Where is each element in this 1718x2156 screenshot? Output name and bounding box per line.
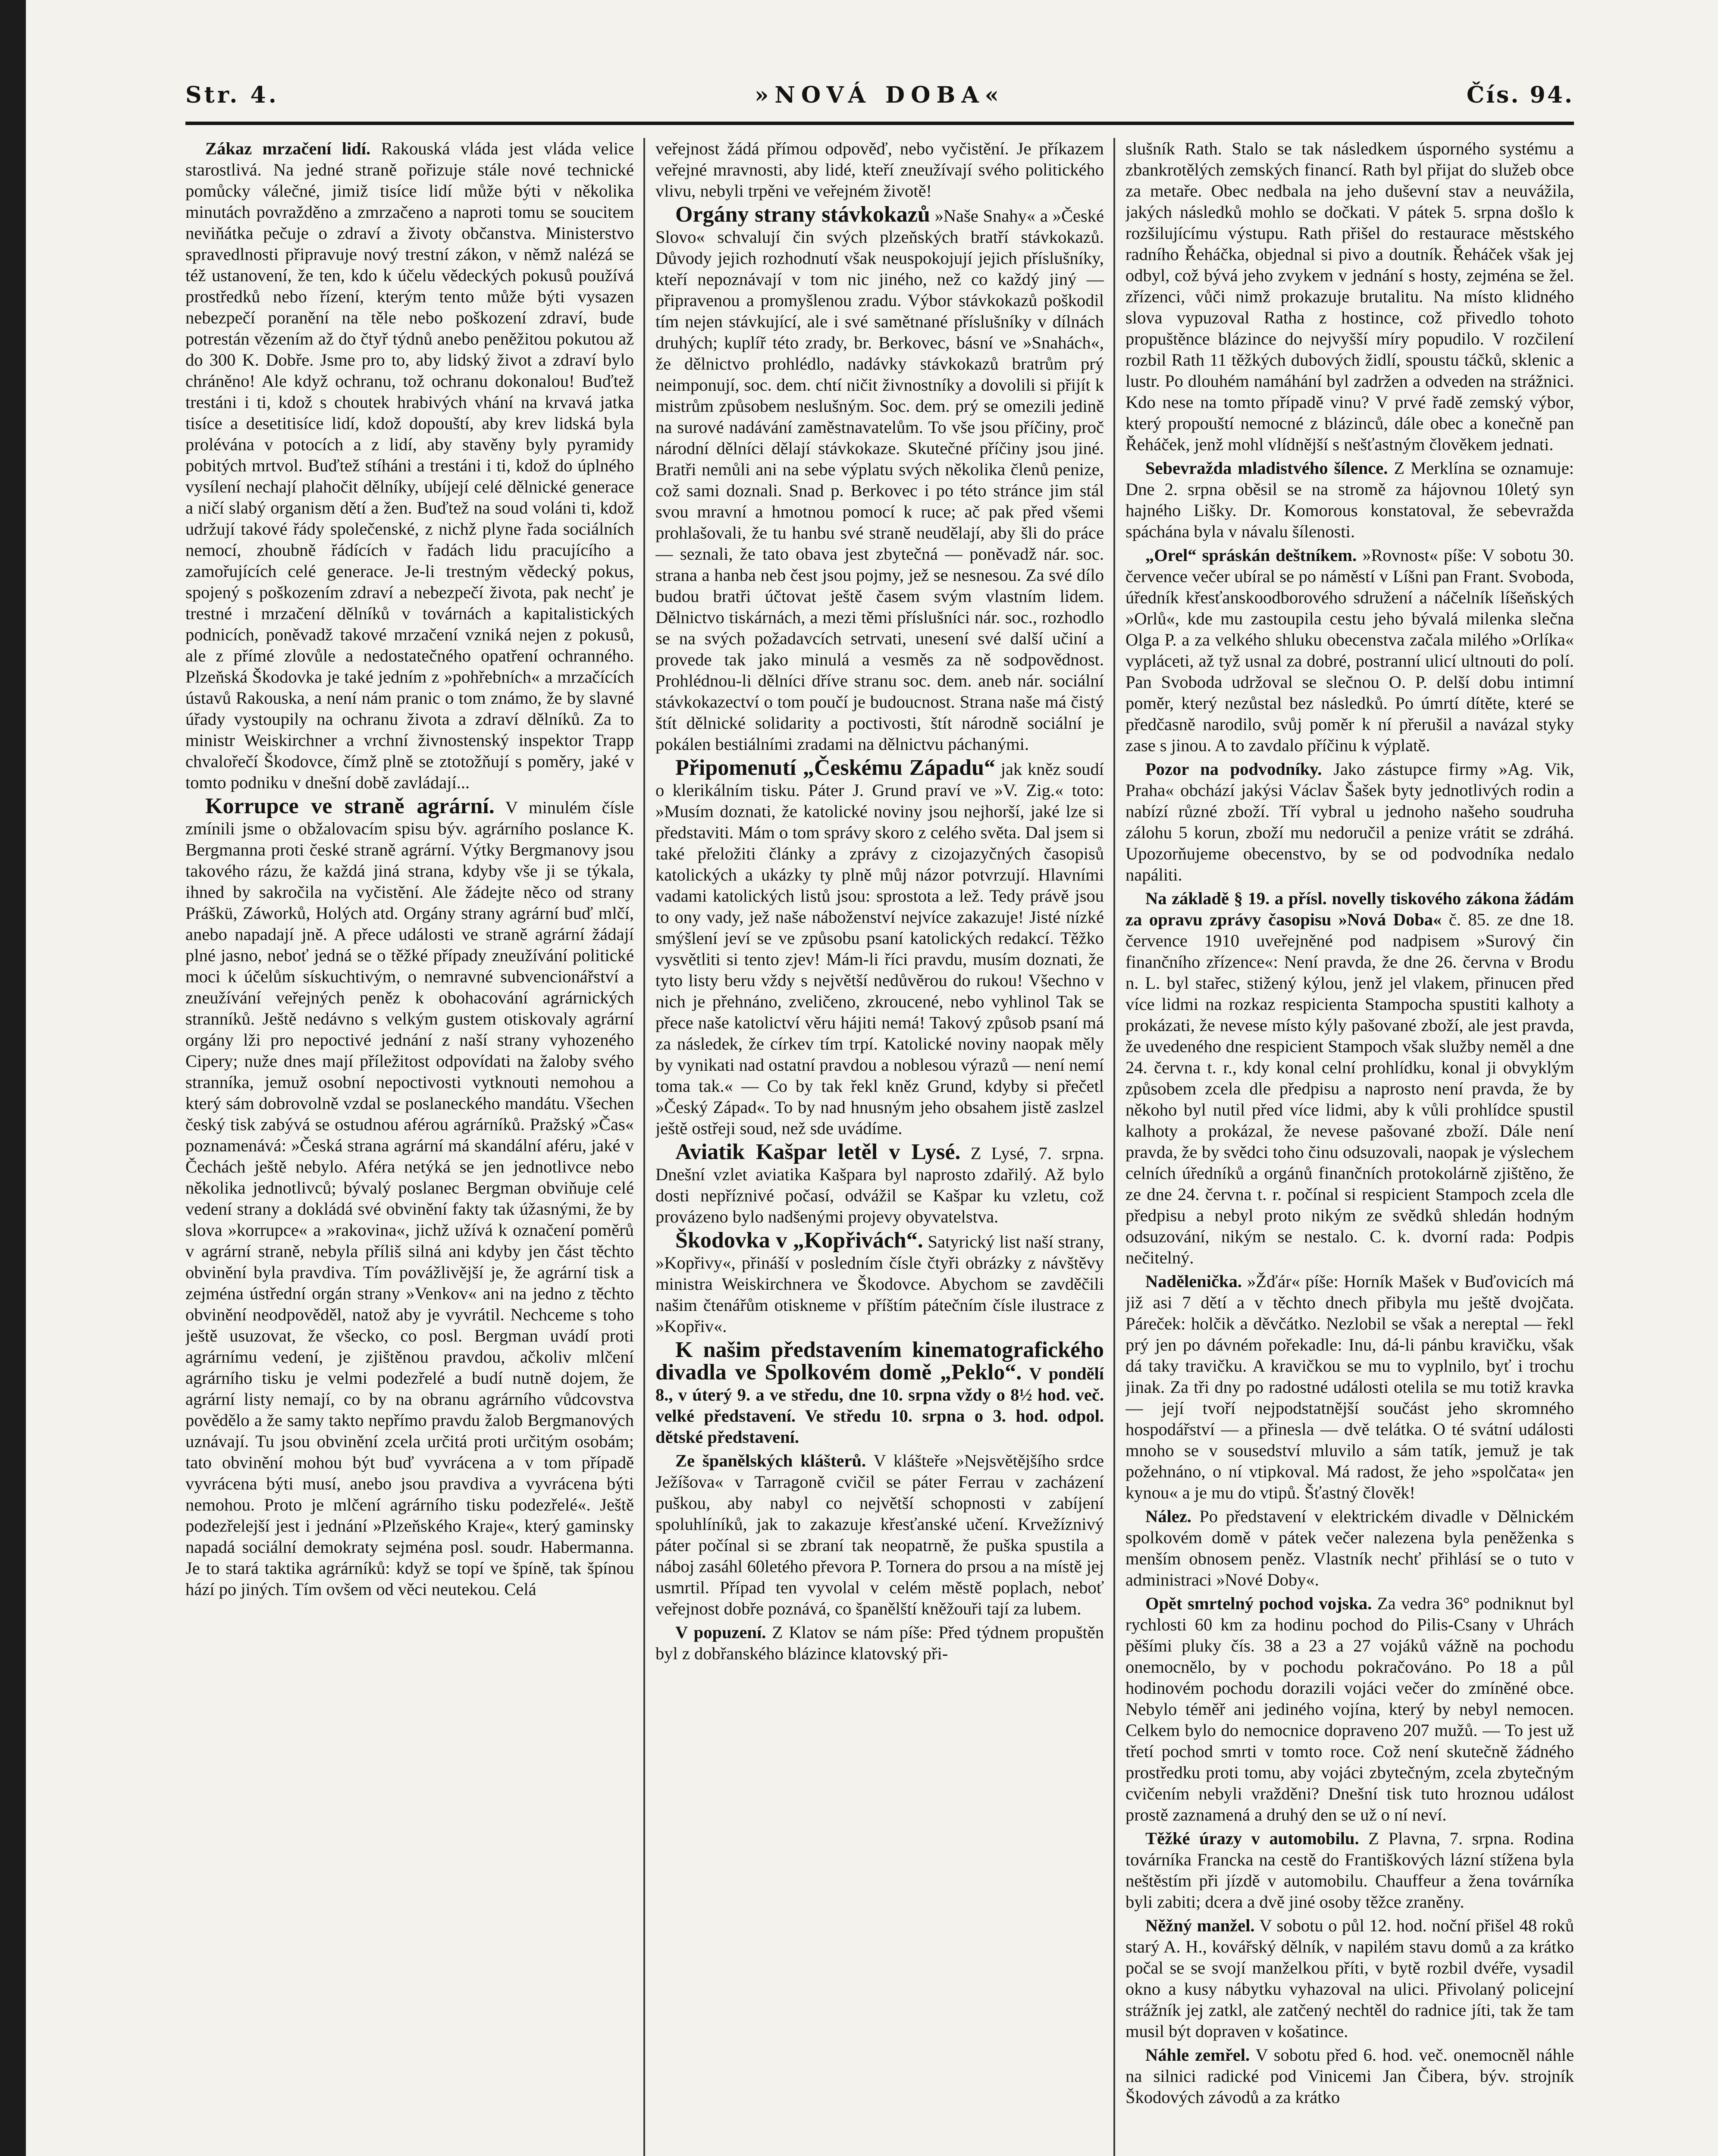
column-1 xyxy=(185,138,634,2156)
page-header xyxy=(185,78,1574,112)
article xyxy=(185,138,634,793)
column-divider-1 xyxy=(643,138,645,2156)
article-body: V sobotu před 6. hod. več. onemocněl náhle na silnici radické pod Vinicemi Jan Čibera, býv. strojník Škodových závodů a za krátko xyxy=(1125,2045,1574,2107)
article xyxy=(1125,545,1574,756)
article-headline: Pozor na podvodníky. xyxy=(1145,759,1322,779)
article-headline: Těžké úrazy v automobilu. xyxy=(1145,1829,1359,1848)
article-body: »Žďár« píše: Horník Mašek v Buďovicích má již asi 7 dětí a v těchto dnech přibyla mu ještě dvojčata. Páreček: holčik a děvčátko. Nezlobil se však a nereptal — řekl prý jen po dávném pořekadle: Inu, dá-li pánbu kravičku, však dá taky travičku. A kravičkou se mu to vyplnilo, byť i trochu jinak. Za tři dny po radostné události otelila se mu totiž kravka — její tvoří nejpodstatnější součást jeho skromného hospodářství — a přinesla — dvě telátka. O té svátní události mnoho se v sousedství mluvilo a sám tatík, jemuž je tak požehnáno, o ní vtipkoval. Má radost, že jeho »spolčata« jen kynou« a je mu do vtipů. Šťastný člověk! xyxy=(1125,1272,1574,1502)
article xyxy=(1125,1271,1574,1503)
article xyxy=(1125,2044,1574,2108)
article-body: Z Lysé, 7. srpna. Dnešní vzlet aviatika Kašpara byl naprosto zdařilý. Až bylo dosti nepříznivé počasí, odvážil se Kašpar ku vzletu, což provázeno bylo nadšenými projevy obyvatelstva. xyxy=(655,1144,1104,1226)
article-headline: V popuzení. xyxy=(675,1623,766,1642)
article-continuation xyxy=(655,138,1104,201)
article-headline: Nadělenička. xyxy=(1145,1272,1242,1291)
article-headline: K našim představením kinematografického divadla ve Spolkovém domě „Peklo“. xyxy=(655,1338,1104,1385)
article-headline: Aviatik Kašpar letěl v Lysé. xyxy=(675,1140,961,1164)
paper-title: »NOVÁ DOBA« xyxy=(754,82,1005,108)
article-headline: Orgány strany stávkokazů xyxy=(675,202,930,227)
article xyxy=(1125,758,1574,885)
header-rule xyxy=(185,122,1574,125)
article xyxy=(1125,458,1574,542)
article-body: Z Klatov se nám píše: Před týdnem propuštěn byl z dobřanského blázince klatovský při- xyxy=(655,1623,1104,1663)
article-headline: Škodovka v „Kopřivách“. xyxy=(675,1228,923,1253)
article-headline: Ze španělských klášterů. xyxy=(675,1451,866,1470)
article xyxy=(655,1622,1104,1664)
article xyxy=(1125,888,1574,1268)
article-headline: Připomenutí „Českému Západu“ xyxy=(675,755,996,780)
article-body: jak kněz soudí o klerikálním tisku. Páter J. Grund praví ve »V. Zig.« toto: »Musím doznati, že katolické noviny jsou nejhorší, jaké lze si představiti. Mám o tom správy skoro z celého světa. Dal jsem si také přeložiti články a zprávy z cizojazyčných časopisů katolických a ukázky ty plně můj názor potvrzují. Hlavními vadami katolických listů jsou: sprostota a lež. Tedy právě jsou to ony vady, jež naše náboženství nejvíce zakazuje! Jisté nízké smýšlení jeví se ve způsobu psaní katolických redakcí. Těžko vysvětliti si tento zjev! Mám-li říci pravdu, musím doznati, že tyto listy beru vždy s největší nedůvěrou do rukou! Všechno v nich je přehnáno, zveličeno, zkroucené, nebo vyhlinol Tak se přece naše katolictví věru hájiti nemá! Takový způsob psaní má za následek, že církev tím trpí. Katolické noviny naopak měly by vynikati nad ostatní pravdou a noblesou výrazů — není nemí toma tak.« — Co by tak řekl kněz Grund, kdyby si přečetl »Český Západ«. To by nad hnusným jeho obsahem jistě zaslzel ještě ostřeji soud, než sde uvádíme. xyxy=(655,759,1104,1138)
article xyxy=(655,1230,1104,1337)
page-number: Str. 4. xyxy=(185,82,279,108)
article xyxy=(655,1450,1104,1619)
article xyxy=(655,1339,1104,1448)
article-headline: Korrupce ve straně agrární. xyxy=(205,794,495,818)
article-headline: Zákaz mrzačení lidí. xyxy=(205,139,371,158)
column-2 xyxy=(655,138,1104,2156)
article-body: Rakouská vláda jest vláda velice starostlivá. Na jedné straně pořizuje stále nové technické pomůcky válečné, jimiž tisíce lidí může býti v několika minutách povražděno a zmrzačeno a naproti tomu se soucitem neviňátka pečuje o zdraví a životy občanstva. Ministerstvo spravedlnosti připravuje nový trestní zákon, v němž nalézá se též ustanovení, že ten, kdo k účelu vědeckých pokusů používá prostředků nebo řízení, kterým tento může býti vysazen nebezpečí poranění na těle nebo poškození zdraví, bude potrestán vězením až do čtyř týdnů anebo peněžitou pokutou až do 300 K. Dobře. Jsme pro to, aby lidský život a zdraví bylo chráněno! Ale když ochranu, tož ochranu dokonalou! Buďtež trestáni i ti, kdož s choutek hrabivých vhání na krvavá jatka tisíce a desetitisíce lidí, kdož dopouští, aby krev lidská byla prolévána v potocích a z lidí, aby stavěny byly pyramidy pobitých mrtvol. Buďtež stíháni a trestáni i ti, kdož do úplného vysílení nechají plahočit dělníky, ubíjejí celé dělnické generace a ničí slabý organism dětí a žen. Buďtež na soud voláni ti, kdož udržují takové řády společenské, z nichž plyne řada sociálních nemocí, zhoubně řádících v řadách lidu pracujícího a zamořujících celé generace. Je-li trestným vědecký pokus, spojený s poškozením zdraví a nebezpečí života, pak nechť je trestné i mrzačení dělníků v továrnách a kapitalistických podnicích, poněvadž takové mrzačení vzniká nejen z pokusů, ale z přímé zlovůle a nedostatečného opatření ochranného. Plzeňská Škodovka je také jedním z »pohřebních« a mrzačících ústavů Rakouska, a není nám pranic o tom známo, že by slavné úřady vystoupily na ochranu života a zdraví dělníků. Za to ministr Weiskirchner a vrchní živnostenský inspektor Trapp chvalořečí Škodovce, čímž plně se ztotožňují s poměry, jaké v tomto podniku v dnešní době zavládají... xyxy=(185,139,634,792)
article-body: Z Plavna, 7. srpna. Rodina továrníka Francka na cestě do Františkových lázní stížena byla neštěstím při jízdě v automobilu. Chauffeur a žena továrníka byli zabiti; dcera a dvě jiné osoby těžce zraněny. xyxy=(1125,1829,1574,1912)
article xyxy=(185,796,634,1600)
article-body: »Rovnost« píše: V sobotu 30. července večer ubíral se po náměstí v Líšni pan Frant. Svoboda, úředník křesťanskoodborového sdružení a náčelník líšeňských »Orlů«, kde mu zastoupila cestu jeho bývalá milenka slečna Olga P. a za velkého shluku obecenstva začala milého »Orlíka« vypláceti, až tyž usnal za dobré, postranní ulicí ultnouti do polí. Pan Svoboda udržoval se slečnou O. P. delší dobu intimní poměr, který nezůstal bez následků. Po úmrtí dítěte, které se předčasně narodilo, svůj poměr k ní přerušil a navázal styky zase s jinou. A to zavdalo příčinu k výplatě. xyxy=(1125,545,1574,755)
article-headline: Něžný manžel. xyxy=(1145,1916,1255,1935)
article-headline: Náhle zemřel. xyxy=(1145,2045,1250,2065)
article-headline: Sebevražda mladistvého šílence. xyxy=(1145,458,1388,478)
article-body: Po představení v elektrickém divadle v Dělnickém spolkovém domě v pátek večer nalezena byla peněženka s menším obnosem peněz. Vlastník nechť přihlásí se o tuto v administraci »Nové Doby«. xyxy=(1125,1507,1574,1589)
article xyxy=(655,757,1104,1139)
article xyxy=(1125,1506,1574,1590)
article-headline: „Orel“ spráskán deštníkem. xyxy=(1145,545,1357,565)
scan-edge-left xyxy=(0,0,26,2156)
article-body: V pondělí 8., v úterý 9. a ve středu, dne 10. srpna vždy o 8½ hod. več. velké představení. Ve středu 10. srpna o 3. hod. odpol. dětské představení. xyxy=(655,1364,1104,1447)
article-body: »Naše Snahy« a »České Slovo« schvalují čin svých plzeňských bratří stávkokazů. Důvody jejich rozhodnutí však neuspokojují jejich příslušníky, kteří nepoznávají v tom nic jiného, než co každý jiný — připravenou a promyšlenou zradu. Výbor stávkokazů poškodil tím nejen stávkující, ale i své samětnané příslušníky v dílnách druhých; kuplíř této zrady, br. Berkovec, básní ve »Snahách«, že dělnictvo prohlédlo, nadávky stávkokazů bratrům prý neimponují, soc. dem. chtí ničit živnostníky a dovolili si přijít k mistrům způsobem neslušným. Soc. dem. prý se omezili jedině na surové nadávání zaměstnavatelům. To vše jsou příčiny, proč národní dělníci dělají stávkokaze. Skutečné příčiny jsou jiné. Bratři nemůli ani na sebe výplatu svých několika členů penize, což sami doznali. Snad p. Berkovec i po této stránce jim stál svou mravní a hmotnou pomocí k ruce; ač pak před všemi prohlašovali, že tu hanbu své straně neudělají, aby šli do práce — seznali, že tato obava jest zbytečná — poněvadž nár. soc. strana a hanba neb čest jsou pojmy, jež se nesnesou. Za své dílo budou bratři účtovat ještě časem svým vlastním lidem. Dělnictvo tiskárnách, a mezi těmi příslušníci nár. soc., rozhodlo se na svých požadavcích setrvati, unesení své další učiní a provede tak jako minulá a vesměs za ně sodpovědnost. Prohlédnou-li dělníci dříve stranu soc. dem. aneb nár. sociální stávkokazectví o tom poučí je budoucnost. Strana naše má čistý štít dělnické solidarity a poctivosti, štít národně sociální je pokálen bestiálními zradami na dělnictvu páchanými. xyxy=(655,206,1104,754)
article-headline: Nález. xyxy=(1145,1507,1191,1526)
article xyxy=(1125,1915,1574,2042)
column-divider-2 xyxy=(1113,138,1115,2156)
article-body: V minulém čísle zmínili jsme o obžalovacím spisu býv. agrárního poslance K. Bergmanna proti české straně agrární. Výtky Bergmanovy jsou takového rázu, že každá jiná strana, kdyby vše ji se týkala, ihned by sakročila na vyčistění. Ale žádejte něco od strany Práškü, Záworků, Holých atd. Orgány strany agrární buď mlčí, anebo napadají jně. A přece události ve straně agrární žádají plné jasno, neboť jedná se o těžké případy zneužívání politické moci k účelům sískuchtivým, o nemravné subvencionářství a zneužívání veřejných peněz k obohacování agrárnických stranníků. Ještě nedávno s velkým gustem otiskovaly agrární orgány lži pro nepoctivé jednání z naší strany vyhozeného Cipery; nuže dnes mají příležitost odpovídati na žaloby svého stranníka, jemuž osobní nepoctivosti vytknouti nemohou a který sám dobrovolně vzdal se poslaneckého mandátu. Všechen český tisk zabývá se ostudnou aférou agrárníků. Pražský »Čas« poznamenává: »Česká strana agrární má skandální aféru, jaké v Čechách ještě nebylo. Aféra netýká se jen jednotlivce nebo několika jednotlivců; bývalý poslanec Bergman obviňuje celé vedení strany a dokládá své obvinění fakty tak úžasnými, že by slova »korrupce« a »rakovina«, jichž užívá k označení poměrů v agrární straně, nebyla příliš silná ani kdyby jen část těchto obvinění byla pravdiva. Tím povážlivější je, že agrární tisk a zejména ústřední orgán strany »Venkov« ani na jedno z těchto obvinění neodpověděl, natož aby je vyvrátil. Nechceme s toho ještě usuzovat, že všecko, co posl. Bergman uvádí proti agrárnímu vedení, je zjištěnou pravdou, ačkoliv mlčení agrárního tisku je velmi podezřelé a budí nutně dojem, že agrární listy nemají, co by na obranu agrárního vůdcovstva povědělo a že samy takto nepřímo pravdu žalob Bergmanových uznávají. Tu jsou obvinění zcela určitá proti určitým osobám; tato obvinění mohou být buď vyvrácena a v tom případě vyvrácena býti musí, anebo jsou pravdiva a vyvrácena býti nemohou. Proto je mlčení agrárního tisku podezřelé«. Ještě podezřelejší jest i jednání »Plzeňského Kraje«, který gaminsky napadá sociální demokraty sejména posl. soudr. Habermanna. Je to stará taktika agrárníků: když se topí ve špíně, tak špínou hází po jiných. Tím ovšem od věci neutekou. Celá xyxy=(185,798,634,1599)
article-body: č. 85. ze dne 18. července 1910 uveřejněné pod nadpisem »Surový čin finančního zřízence«: Není pravda, že dne 26. června v Brodu n. L. byl stařec, stižený kýlou, jenž jel vlakem, přinucen před více lidmi na rozkaz respicienta Stampocha spustiti kalhoty a prokázati, že nevese místo kýly pašované zboží, ale jest pravda, že uvedeného dne respicient Stampoch však služby neměl a dne 24. června t. r., kdy konal celní prohlídku, konal ji obvyklým způsobem zcela dle předpisu a naprosto není pravda, že by někoho byl nutil před více lidmi, aby k vůli prohlídce spustil kalhoty a prokázal, že nevese pašované zboží. Dále není pravda, že by svědci toho činu odsuzovali, naopak je výslechem celních úředníků a orgánů finančních protokolárně zjištěno, že ze dne 24. června t. r. počínal si respicient Stampoch zcela dle předpisu a nebyl proto nikým ze svědků shledán hodným odsuzování, nikým se nestalo. C. k. dvorní rada: Podpis nečitelný. xyxy=(1125,910,1574,1267)
article-continuation xyxy=(1125,138,1574,455)
article-body: Z Merklína se oznamuje: Dne 2. srpna oběsil se na stromě za hájovnou 10letý syn hajného Lišky. Dr. Komorous konstatoval, že sebevražda spáchána byla v návalu šílenosti. xyxy=(1125,458,1574,541)
issue-number: Čís. 94. xyxy=(1466,82,1574,108)
article-headline: Na základě § 19. a přísl. novelly tiskového zákona žádám za opravu zprávy časopisu »Nová Doba« xyxy=(1125,889,1574,929)
article-headline: Opět smrtelný pochod vojska. xyxy=(1145,1594,1372,1613)
article xyxy=(655,1141,1104,1227)
column-3 xyxy=(1125,138,1574,2156)
article xyxy=(1125,1828,1574,1912)
article-body: veřejnost žádá přímou odpověď, nebo vyčistění. Je příkazem veřejné mravnosti, aby lidé, kteří zneužívají svého politického vlivu, nebyli trpěni ve veřejném životě! xyxy=(655,139,1104,201)
article-body: V klášteře »Nejsvětějšího srdce Ježíšova« v Tarragoně cvičil se páter Ferrau v zacházení puškou, aby nabyl co největší schopnosti v zabíjení spoluhlíníků, jak to zakazuje křesťanské učení. Krvežíznivý páter počínal si se zbraní tak neopatrně, že puška spustila a náboj zasáhl 60letého převora P. Tornera do prsou a na místě jej usmrtil. Případ ten vyvolal v celém městě poplach, neboť veřejnost dobře poznává, co španělští kněžouři tají za lubem. xyxy=(655,1451,1104,1618)
article-body: Satyrický list naší strany, »Kopřivy«, přináší v posledním čísle čtyři obrázky z návštěvy ministra Weiskirchnera ve Škodovce. Abychom se zavděčili našim čtenářům otiskneme v příštím pátečním čísle ilustrace z »Kopřiv«. xyxy=(655,1232,1104,1336)
article xyxy=(1125,1593,1574,1825)
article-body: Za vedra 36° podniknut byl rychlosti 60 km za hodinu pochod do Pilis-Csany v Uhrách pěšími pluky čís. 38 a 23 a 27 vojáků vážně na pochodu onemocnělo, by v pochodu pokračováno. Po 18 a půl hodinovém pochodu dorazili vojáci večer do zmíněné obce. Nebylo téměř ani jediného vojína, který by nebyl nemocen. Celkem bylo do nemocnice dopraveno 207 mužů. — To jest už třetí pochod smrti v tomto roce. Což není skutečně žádného prostředku proti tomu, aby vojáci zbytečným, zcela zbytečným cvičením nebyli vražděni? Dnešní tisk tuto hroznou událost prostě zaznamená a druhý den se už o ní neví. xyxy=(1125,1594,1574,1824)
article-body: slušník Rath. Stalo se tak následkem úsporného systému a zbankrotělých zemských financí. Rath byl přijat do služeb obce za metaře. Obec nedbala na jeho duševní stav a neuvážila, jakých následků mohlo se dočkati. V pátek 5. srpna došlo k rozšilujícímu výstupu. Rath přišel do restaurace městského radního Řeháčka, objednal si pivo a doutník. Řeháček však jej odbyl, což bývá jeho zvykem v jednání s hosty, zejména se žel. zřízenci, vůči nimž prokazuje brutalitu. Na místo klidného slova vypuzoval Ratha z hostince, což přivedlo tohoto propuštěnce blázince do nejvyšší míry popudilo. V rozčilení rozbil Rath 11 těžkých dubových židlí, spoustu táčků, sklenic a lustr. Po dlouhém namáhání byl zadržen a odveden na strážnici. Kdo nese na tomto případě vinu? V prvé řadě zemský výbor, který propouští nemocné z blázinců, dále obec a konečně pan Řeháček, jenž mohl vlídnější s nešťastným člověkem jednati. xyxy=(1125,139,1574,454)
article-body: V sobotu o půl 12. hod. noční přišel 48 roků starý A. H., kovářský dělník, v napilém stavu domů a za krátko počal se se svojí manželkou příti, v bytě rozbil dvéře, vysadil okno a kusy nábytku vyhazoval na ulici. Přivolaný policejní strážník jej zatkl, ale zatčený nechtěl do radnice jíti, tak že tam musil být dopraven v košatince. xyxy=(1125,1916,1574,2041)
article-body: Jako zástupce firmy »Ag. Vik, Praha« obchází jakýsi Václav Šašek byty jednotlivých rodin a nabízí různé zboží. Tří vybral u jednoho našeho soudruha zálohu 5 korun, zboží mu nedoručil a penize vrátit se zdráhá. Upozorňujeme obecenstvo, by se od podvodníka nedalo napáliti. xyxy=(1125,759,1574,884)
article xyxy=(655,204,1104,755)
